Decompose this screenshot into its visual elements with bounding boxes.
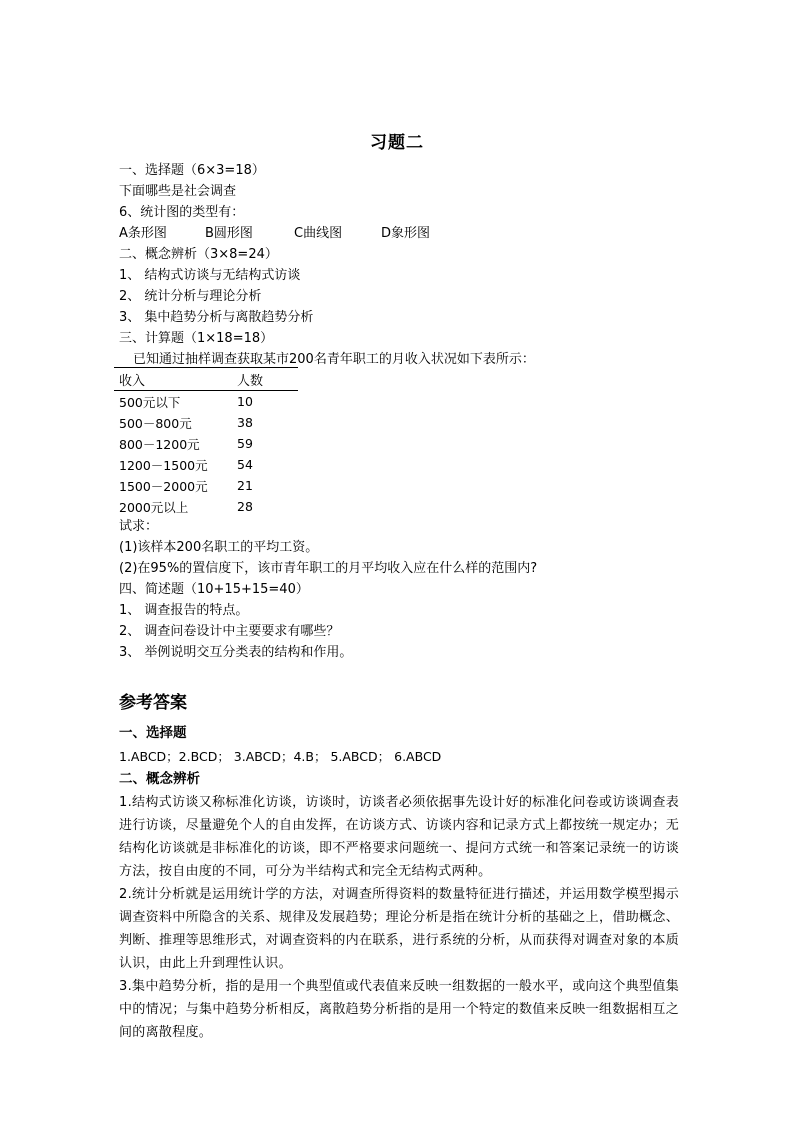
choice-a: A条形图 — [119, 226, 167, 241]
table-cell-income: 2000元以上 — [119, 499, 189, 515]
table-cell-count: 38 — [237, 415, 253, 430]
table-header-income: 收入 — [114, 368, 237, 391]
table-row — [114, 475, 298, 496]
section3-ask-2: (2)在95%的置信度下，该市青年职工的月平均收入应在什么样的范围内? — [119, 561, 538, 576]
questions-part-1 — [119, 160, 689, 370]
section2-item-3: 3、 集中趋势分析与离散趋势分析 — [119, 310, 314, 325]
section4-item-2: 2、 调查问卷设计中主要要求有哪些？ — [119, 624, 340, 639]
choice-c: C曲线图 — [294, 226, 343, 241]
choice-b: B圆形图 — [205, 226, 253, 241]
answers-choice-line: 1.ABCD；2.BCD； 3.ABCD；4.B； 5.ABCD； 6.ABCD — [119, 749, 442, 764]
answers-sub-1: 一、选择题 — [119, 725, 187, 741]
table-cell-count: 21 — [237, 478, 253, 493]
section3-heading: 三、计算题（1×18=18） — [119, 331, 274, 346]
choice-list — [119, 223, 689, 244]
section1-heading: 一、选择题（6×3=18） — [119, 163, 265, 178]
section4-heading: 四、简述题（10+15+15=40） — [119, 582, 309, 597]
answers-sub-2: 二、概念辨析 — [119, 771, 200, 787]
question-6: 6、统计图的类型有： — [119, 205, 245, 220]
table-row — [114, 433, 298, 454]
section2-item-2: 2、 统计分析与理论分析 — [119, 289, 262, 304]
section4-item-1: 1、 调查报告的特点。 — [119, 603, 249, 618]
table-cell-income: 1200－1500元 — [119, 457, 208, 473]
answer-paragraph-3: 3.集中趋势分析，指的是用一个典型值或代表值来反映一组数据的一般水平，或向这个典型值集中的情况；与集中趋势分析相反，离散趋势分析指的是用一个特定的数值来反映一组数据相互之间的离散程度。 — [119, 979, 679, 1040]
answer-paragraph-1: 1.结构式访谈又称标准化访谈，访谈时，访谈者必须依据事先设计好的标准化问卷或访谈调查表进行访谈，尽量避免个人的自由发挥，在访谈方式、访谈内容和记录方式上都按统一规定办；无结构化访谈就是非标准化的访谈，即不严格要求问题统一、提问方式统一和答案记录统一的访谈方法，按自由度的不同，可分为半结构式和完全无结构式两种。 — [119, 795, 679, 879]
table-cell-income: 1500－2000元 — [119, 478, 208, 494]
section2-heading: 二、概念辨析（3×8=24） — [119, 247, 278, 262]
section3-ask: 试求： — [119, 519, 159, 534]
section4-item-3: 3、 举例说明交互分类表的结构和作用。 — [119, 645, 353, 660]
questions-part-2 — [119, 516, 689, 663]
section3-intro: 已知通过抽样调查获取某市200名青年职工的月收入状况如下表所示： — [133, 352, 535, 367]
answers-heading: 参考答案 — [119, 693, 187, 713]
table-cell-count: 54 — [237, 457, 253, 472]
table-cell-income: 500元以下 — [119, 394, 181, 410]
table-cell-count: 10 — [237, 394, 253, 409]
table-row — [114, 454, 298, 475]
page-title: 习题二 — [370, 133, 424, 153]
table-row — [114, 412, 298, 433]
table-cell-income: 800－1200元 — [119, 436, 200, 452]
table-cell-count: 28 — [237, 499, 253, 514]
choice-d: D象形图 — [381, 226, 431, 241]
table-cell-count: 59 — [237, 436, 253, 451]
answer-paragraph-2: 2.统计分析就是运用统计学的方法，对调查所得资料的数量特征进行描述，并运用数学模型揭示调查资料中所隐含的关系、规律及发展趋势；理论分析是指在统计分析的基础之上，借助概念、判断、推理等思维形式，对调查资料的内在联系，进行系统的分析，从而获得对调查对象的本质认识，由此上升到理性认识。 — [119, 887, 679, 971]
table-row — [114, 391, 298, 413]
section3-ask-1: (1)该样本200名职工的平均工资。 — [119, 540, 319, 555]
table-header-row — [114, 368, 298, 391]
table-cell-income: 500－800元 — [119, 415, 192, 431]
answers-body — [119, 722, 679, 1044]
section2-item-1: 1、 结构式访谈与无结构式访谈 — [119, 268, 301, 283]
table-header-count: 人数 — [237, 368, 298, 391]
question-1: 下面哪些是社会调查 — [119, 184, 237, 199]
table-row — [114, 496, 298, 517]
income-table — [114, 367, 298, 517]
